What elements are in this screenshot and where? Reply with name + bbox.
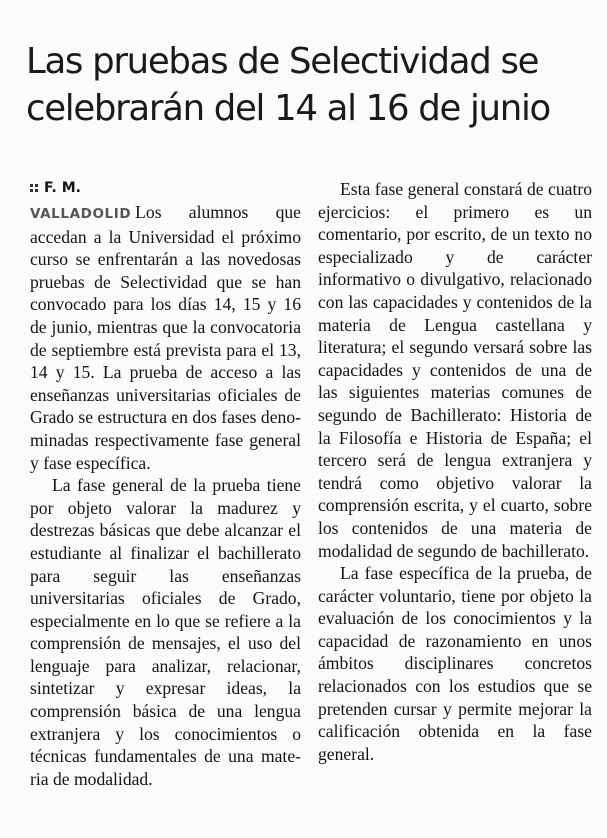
- article-paragraph: La fase específica de la prueba, de carácter voluntario, tiene por objeto la evaluación de los conocimientos y la capacidad de razonamiento en unos ámbitos disciplinares concretos relacionados con los estudios que se pretenden cursar y permite mejorar la calificación obtenida en la fase general.: [318, 563, 592, 764]
- headline: Las pruebas de Selectividad se celebrarán del 14 al 16 de junio: [26, 41, 550, 129]
- byline-dots-icon: [30, 184, 38, 192]
- byline: [30, 177, 301, 199]
- paragraph-1-text: Los alumnos que accedan a la Universidad el próximo curso se enfrentarán a las novedosas pruebas de Selectividad que se han convocado para los días 14, 15 y 16 de junio, mientras que la convocatoria de septiembre está prevista para el 13, 14 y 15. La prueba de acceso a las enseñanzas universitarias oficiales de Grado se estructura en dos fases denominadas respectivamente fase general y fase específica.: [30, 202, 301, 473]
- byline-author: F. M.: [44, 180, 81, 196]
- article-column-right: [318, 178, 592, 765]
- article-column-left: [30, 177, 301, 790]
- article-paragraph: La fase general de la prueba tiene por objeto valorar la madurez y destrezas básicas que debe alcanzar el estudiante al finalizar el bachillerato para seguir las enseñanzas universitarias oficiales de Grado, especialmente en lo que se refiere a la comprensión de mensajes, el uso del lenguaje para analizar, relacionar, sintetizar y expresar ideas, la comprensión básica de una lengua extranjera y los conocimientos o técnicas fundamentales de una materia de modalidad.: [30, 475, 301, 789]
- dateline: VALLADOLID: [30, 206, 132, 222]
- article-paragraph: [30, 201, 301, 474]
- article-paragraph: Esta fase general constará de cuatro ejercicios: el primero es un comentario, por escrito, de un texto no especializado y de carácter informativo o divulgativo, relacionado con las capacidades y contenidos de la materia de Lengua castellana y literatura; el segundo versará sobre las capacidades y contenidos de una de las siguientes materias comunes de segundo de Bachillerato: Historia de la Filosofía e Historia de España; el tercero será de lengua extranjera y tendrá como objetivo valorar la comprensión escrita, y el cuarto, sobre los contenidos de una materia de modalidad de segundo de bachillerato.: [318, 179, 592, 561]
